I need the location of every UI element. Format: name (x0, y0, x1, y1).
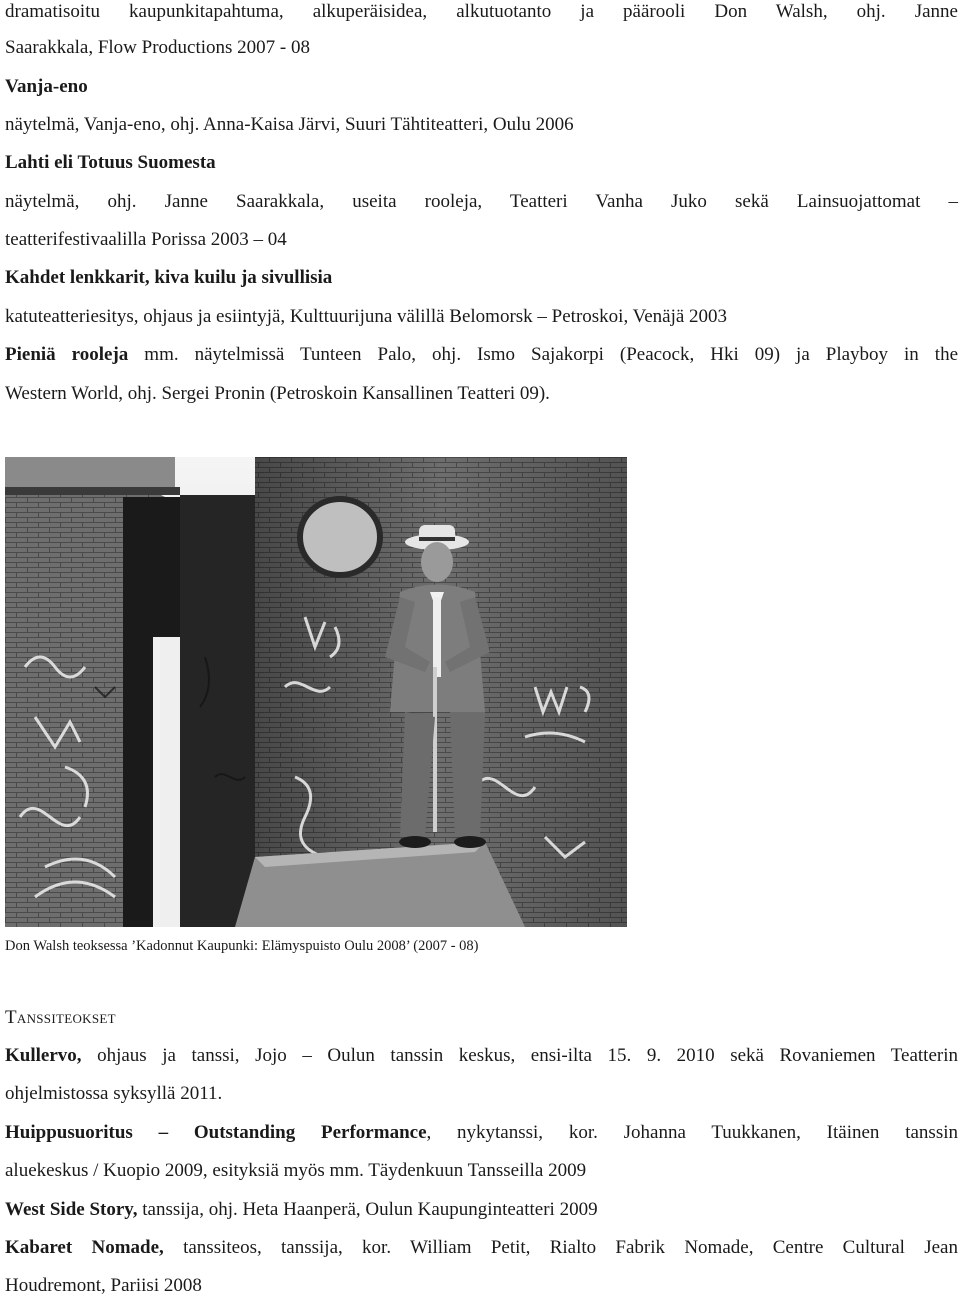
text-line: Houdremont, Pariisi 2008 (5, 1275, 202, 1296)
text-line: Kullervo, ohjaus ja tanssi, Jojo – Oulun tanssin keskus, ensi-ilta 15. 9. 2010 sekä Rovaniemen Teatterin (5, 1045, 958, 1066)
text-line: Kabaret Nomade, tanssiteos, tanssija, kor. William Petit, Rialto Fabrik Nomade, Centre Cultural Jean (5, 1237, 958, 1258)
text-line: katuteatteriesitys, ohjaus ja esiintyjä, Kulttuurijuna välillä Belomorsk – Petroskoi, Venäjä 2003 (5, 306, 728, 327)
section-heading: Tanssiteokset (5, 1007, 116, 1028)
text-line: Huippusuoritus – Outstanding Performance, nykytanssi, kor. Johanna Tuukkanen, Itäinen tanssin (5, 1122, 958, 1143)
photo-caption: Don Walsh teoksessa ’Kadonnut Kaupunki: Elämyspuisto Oulu 2008’ (2007 - 08) (5, 938, 479, 954)
text-line: ohjelmistossa syksyllä 2011. (5, 1083, 223, 1104)
entry-title: Lahti eli Totuus Suomesta (5, 152, 216, 173)
text-line: näytelmä, Vanja-eno, ohj. Anna-Kaisa Järvi, Suuri Tähtiteatteri, Oulu 2006 (5, 114, 574, 135)
text-line: Pieniä rooleja mm. näytelmissä Tunteen Palo, ohj. Ismo Sajakorpi (Peacock, Hki 09) ja Playboy in the (5, 344, 959, 365)
entry-title: Kahdet lenkkarit, kiva kuilu ja sivullisia (5, 267, 333, 288)
entry-title: Vanja-eno (5, 76, 88, 97)
text-line: näytelmä, ohj. Janne Saarakkala, useita rooleja, Teatteri Vanha Juko sekä Lainsuojattomat – (5, 191, 958, 212)
text-line: dramatisoitu kaupunkitapahtuma, alkuperäisidea, alkutuotanto ja päärooli Don Walsh, ohj. Janne (5, 1, 958, 22)
text-line: Saarakkala, Flow Productions 2007 - 08 (5, 37, 311, 58)
text-line: teatterifestivaalilla Porissa 2003 – 04 (5, 229, 287, 250)
text-line: aluekeskus / Kuopio 2009, esityksiä myös mm. Täydenkuun Tansseilla 2009 (5, 1160, 587, 1181)
text-line: West Side Story, tanssija, ohj. Heta Haanperä, Oulun Kaupunginteatteri 2009 (5, 1199, 598, 1220)
text-line: Western World, ohj. Sergei Pronin (Petroskoin Kansallinen Teatteri 09). (5, 383, 550, 404)
performance-photo (5, 457, 627, 927)
